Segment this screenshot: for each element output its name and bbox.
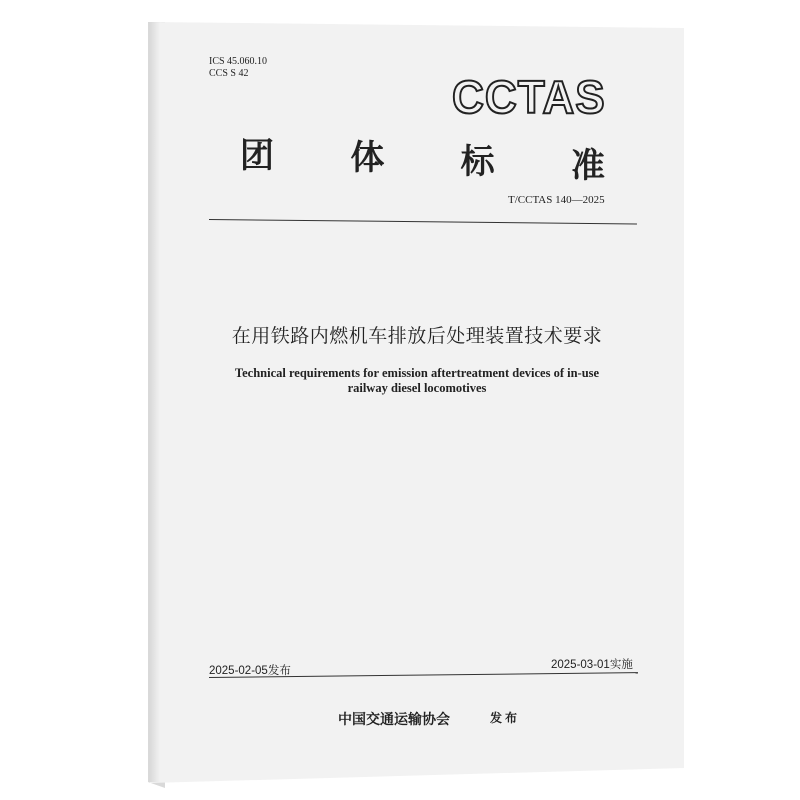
implementation-date: 2025-03-01实施 [551,659,633,671]
standard-type-title [240,128,605,186]
standard-type-char-1: 团 [240,136,274,176]
cover-shadow [150,22,160,782]
document-title-english [150,366,684,396]
title-en-line-1: Technical requirements for emission aftertreatment devices of in-use [234,366,600,380]
classification-codes [209,56,267,80]
ics-code: ICS 45.060.10 [209,56,268,67]
publisher-action: 发布 [490,711,521,725]
cctas-logo: CCTAS [452,71,606,123]
standard-type-char-2: 体 [350,138,385,178]
ccs-code: CCS S 42 [209,68,249,79]
issue-date: 2025-02-05发布 [209,665,291,677]
standard-type-char-3: 标 [460,142,495,182]
title-en-line-2: railway diesel locomotives [347,381,487,395]
document-title-chinese: 在用铁路内燃机车排放后处理装置技术要求 [231,325,603,347]
publisher-name: 中国交通运输协会 [338,712,450,728]
standard-type-char-4: 准 [570,146,605,186]
standard-number: T/CCTAS 140—2025 [508,194,605,206]
